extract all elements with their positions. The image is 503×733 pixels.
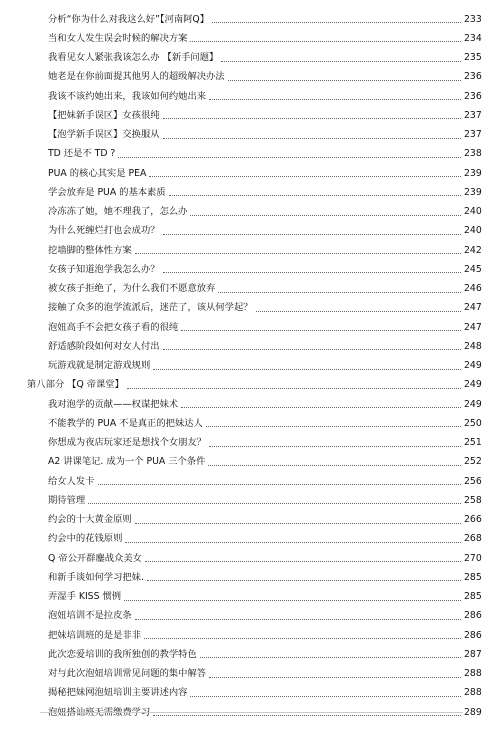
toc-entry[interactable] — [0, 414, 503, 433]
dot-leader — [190, 696, 461, 697]
dot-leader — [153, 715, 461, 716]
toc-entry[interactable] — [0, 684, 503, 703]
dot-leader — [206, 426, 461, 427]
dot-leader — [98, 484, 462, 485]
toc-entry-title: 泡妞培训不是拉皮条 — [48, 610, 132, 622]
toc-entry[interactable] — [0, 357, 503, 376]
dot-leader — [149, 176, 461, 177]
toc-entry[interactable] — [0, 280, 503, 299]
toc-entry-title: 此次恋爱培训的我所独创的教学特色 — [48, 648, 197, 660]
toc-page-number: 250 — [464, 417, 482, 429]
toc-entry-title: 分析“你为什么对我这么好”【河南阿Q】 — [48, 13, 210, 25]
dot-leader — [228, 80, 461, 81]
toc-entry-title: 接触了众多的泡学流派后，迷茫了，该从何学起？ — [48, 302, 253, 314]
toc-entry-title: 把妹培训班的是是非非 — [48, 629, 141, 641]
dot-leader — [169, 195, 461, 196]
toc-entry-title: 女孩子知道泡学我怎么办？ — [48, 263, 160, 275]
dot-leader — [163, 349, 461, 350]
toc-page-number: 239 — [464, 186, 482, 198]
toc-entry[interactable] — [0, 453, 503, 472]
dot-leader — [181, 330, 461, 331]
toc-entry[interactable] — [0, 568, 503, 587]
toc-entry[interactable] — [0, 10, 503, 29]
toc-entry[interactable] — [0, 203, 503, 222]
dot-leader — [145, 561, 461, 562]
toc-entry-title: 我看见女人紧张我该怎么办 【新手问题】 — [48, 52, 219, 64]
toc-page-number: 288 — [464, 668, 482, 680]
toc-entry-title: 学会放弃是 PUA 的基本素质 — [48, 186, 166, 198]
toc-entry-title: TD 还是不 TD ? — [48, 148, 116, 160]
toc-page-number: 240 — [464, 225, 482, 237]
dot-leader — [190, 215, 461, 216]
toc-entry-title: 【把妹新手误区】女孩很纯 — [48, 109, 160, 121]
toc-entry-title: 被女孩子拒绝了，为什么我们不愿意放弃 — [48, 283, 216, 295]
toc-entry-title: A2 讲课笔记. 成为一个 PUA 三个条件 — [48, 456, 206, 468]
toc-entry-title: 舒适感阶段如何对女人付出 — [48, 340, 160, 352]
toc-entry[interactable] — [0, 126, 503, 145]
toc-entry[interactable] — [0, 164, 503, 183]
toc-entry-title: 约会的十大黄金原则 — [48, 514, 132, 526]
toc-page-number: 239 — [464, 167, 482, 179]
dot-leader — [209, 677, 461, 678]
toc-page-number: 249 — [464, 398, 482, 410]
toc-entry[interactable] — [0, 106, 503, 125]
toc-entry[interactable] — [0, 511, 503, 530]
toc-page-number: 238 — [464, 148, 482, 160]
toc-page-number: 286 — [464, 610, 482, 622]
toc-entry-title: 她老是在你前面提其他男人的超级解决办法 — [48, 71, 225, 83]
toc-page-number: 288 — [464, 687, 482, 699]
dot-leader — [163, 138, 461, 139]
toc-entry[interactable] — [0, 68, 503, 87]
dot-leader — [147, 580, 461, 581]
toc-entry[interactable] — [0, 29, 503, 48]
dot-leader — [212, 22, 461, 23]
toc-entry-title: 你想成为夜店玩家还是想找个女朋友？ — [48, 437, 207, 449]
toc-entry-title: 我对泡学的贡献——权谋把妹术 — [48, 398, 179, 410]
toc-entry[interactable] — [0, 337, 503, 356]
toc-page-number: 285 — [464, 591, 482, 603]
dot-leader — [200, 657, 461, 658]
toc-entry[interactable] — [0, 183, 503, 202]
toc-entry-title: 玩游戏就是制定游戏规则 — [48, 360, 151, 372]
toc-entry-title: 对与此次泡妞培训常见问题的集中解答 — [48, 668, 207, 680]
dot-leader — [135, 253, 461, 254]
toc-entry-title: 泡妞高手不会把女孩子看的很纯 — [48, 321, 179, 333]
toc-page-number: 251 — [464, 437, 482, 449]
toc-entry[interactable] — [0, 549, 503, 568]
toc-part-heading[interactable] — [0, 376, 503, 395]
dot-leader — [256, 311, 461, 312]
dot-leader — [208, 465, 461, 466]
dot-leader — [181, 407, 461, 408]
toc-entry-title: 当和女人发生误会时候的解决方案 — [48, 32, 188, 44]
dot-leader — [153, 369, 461, 370]
toc-page-number: 287 — [464, 648, 482, 660]
toc-page-number: 252 — [464, 456, 482, 468]
dot-leader — [135, 523, 461, 524]
dot-leader — [127, 388, 461, 389]
dot-leader — [190, 41, 461, 42]
toc-page-number: 240 — [464, 206, 482, 218]
dot-leader — [124, 600, 461, 601]
toc-page-number: 249 — [464, 379, 482, 391]
toc-page-number: 270 — [464, 552, 482, 564]
dot-leader — [118, 157, 461, 158]
dot-leader — [144, 638, 461, 639]
toc-entry[interactable] — [0, 491, 503, 510]
toc-entry[interactable] — [0, 87, 503, 106]
toc-entry-title: 约会中的花钱原则 — [48, 533, 123, 545]
toc-entry[interactable] — [0, 530, 503, 549]
toc-entry[interactable] — [0, 241, 503, 260]
dot-leader — [88, 503, 461, 504]
table-of-contents — [0, 10, 503, 722]
toc-page-number: 256 — [464, 475, 482, 487]
toc-page-number: 285 — [464, 571, 482, 583]
dot-leader — [209, 99, 461, 100]
toc-entry[interactable] — [0, 395, 503, 414]
toc-page-number: 249 — [464, 360, 482, 372]
toc-entry[interactable] — [0, 222, 503, 241]
toc-page-number: 247 — [464, 321, 482, 333]
toc-page-number: 237 — [464, 129, 482, 141]
dot-leader — [163, 272, 461, 273]
toc-entry-title: 【泡学新手误区】交换服从 — [48, 129, 160, 141]
toc-entry-title: 期待管理 — [48, 494, 86, 506]
toc-page-number: 236 — [464, 71, 482, 83]
toc-entry-title: 揭秘把妹网泡妞培训主要讲述内容 — [48, 687, 188, 699]
dot-leader — [221, 61, 461, 62]
toc-entry[interactable] — [0, 472, 503, 491]
toc-entry-title: 冷冻冻了她，她不理我了，怎么办 — [48, 206, 188, 218]
toc-entry[interactable] — [0, 607, 503, 626]
toc-entry-title: 和新手谈如何学习把妹. — [48, 571, 144, 583]
toc-entry[interactable] — [0, 588, 503, 607]
toc-page-number: 237 — [464, 109, 482, 121]
toc-entry[interactable] — [0, 645, 503, 664]
toc-entry-title: 泡妞搭讪班无需缴费学习 — [48, 706, 151, 718]
toc-entry-title: 不能教学的 PUA 不是真正的把妹达人 — [48, 417, 203, 429]
toc-entry[interactable] — [0, 626, 503, 645]
toc-entry[interactable] — [0, 49, 503, 68]
dot-leader — [163, 234, 461, 235]
toc-page-number: 248 — [464, 340, 482, 352]
toc-page-number: 245 — [464, 263, 482, 275]
dot-leader — [209, 446, 461, 447]
page-divider — [40, 712, 463, 713]
toc-entry-title: 第八部分 【Q 帝课堂】 — [27, 379, 124, 391]
toc-entry-title: 我该不该约她出来，我该如何约她出来 — [48, 90, 207, 102]
toc-entry[interactable] — [0, 318, 503, 337]
toc-page-number: 268 — [464, 533, 482, 545]
toc-page-number: 258 — [464, 494, 482, 506]
toc-entry[interactable] — [0, 299, 503, 318]
dot-leader — [218, 292, 461, 293]
toc-entry-title: 弄湿手 KISS 惯例 — [48, 591, 122, 603]
toc-entry-title: Q 帝公开群鏖战众美女 — [48, 552, 142, 564]
toc-entry-title: 为什么死缠烂打也会成功？ — [48, 225, 160, 237]
dot-leader — [163, 118, 461, 119]
toc-entry[interactable] — [0, 260, 503, 279]
toc-entry-title: 给女人发卡 — [48, 475, 95, 487]
toc-page-number: 286 — [464, 629, 482, 641]
toc-entry-title: 挖墙脚的整体性方案 — [48, 244, 132, 256]
toc-entry[interactable] — [0, 145, 503, 164]
dot-leader — [135, 619, 461, 620]
toc-entry[interactable] — [0, 665, 503, 684]
toc-page-number: 236 — [464, 90, 482, 102]
toc-page-number: 234 — [464, 32, 482, 44]
toc-entry-title: PUA 的核心其实是 PEA — [48, 167, 147, 179]
toc-page-number: 246 — [464, 283, 482, 295]
toc-page-number: 235 — [464, 52, 482, 64]
toc-page-number: 233 — [464, 13, 482, 25]
toc-page-number: 266 — [464, 514, 482, 526]
toc-page-number: 247 — [464, 302, 482, 314]
dot-leader — [125, 542, 461, 543]
toc-entry[interactable] — [0, 434, 503, 453]
toc-page-number: 289 — [464, 706, 482, 718]
toc-page-number: 242 — [464, 244, 482, 256]
